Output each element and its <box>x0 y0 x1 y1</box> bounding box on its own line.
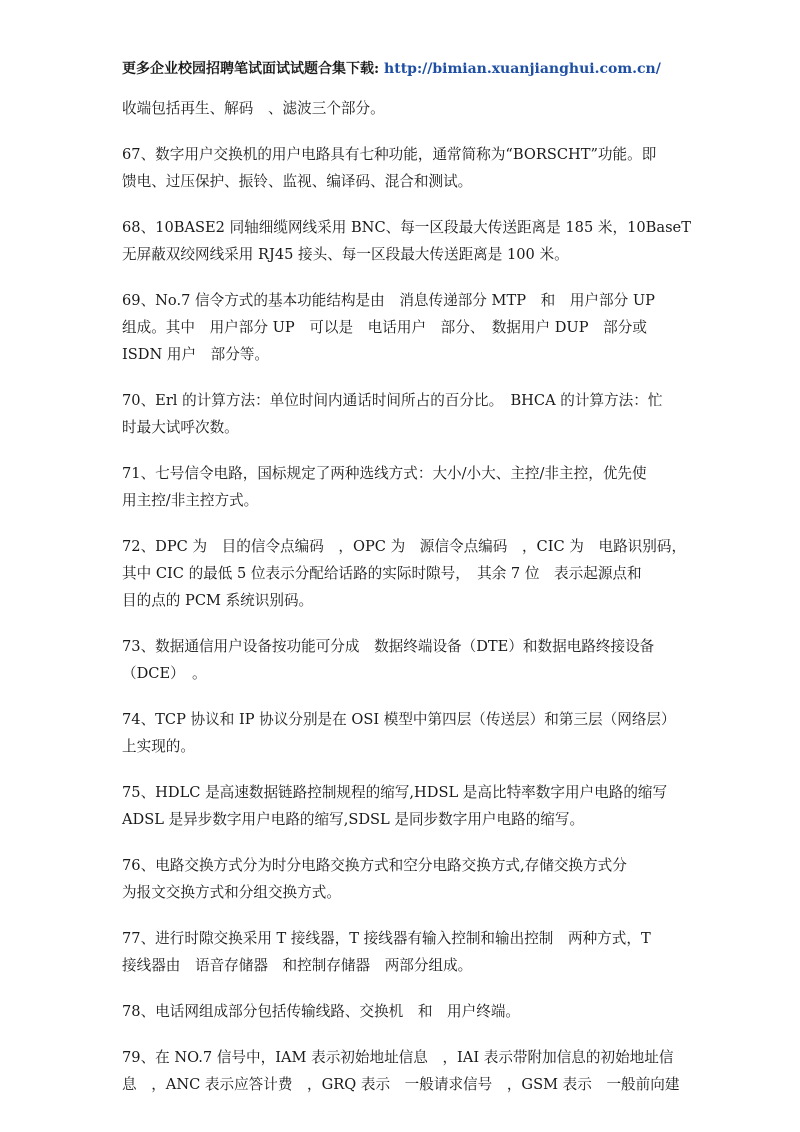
paragraph <box>122 387 692 441</box>
text-line: 接线器由 语音存储器 和控制存储器 两部分组成。 <box>122 957 473 974</box>
text-line: 76、电路交换方式分为时分电路交换方式和空分电路交换方式,存储交换方式分 <box>122 857 627 874</box>
paragraph <box>122 925 692 979</box>
text-line: 目的点的 PCM 系统识别码。 <box>122 592 314 609</box>
paragraph <box>122 287 692 368</box>
text-line: 其中 CIC 的最低 5 位表示分配给话路的实际时隙号， 其余 7 位 表示起源点和 <box>122 565 642 582</box>
text-line: ISDN 用户 部分等。 <box>122 346 270 363</box>
text-line: 71、七号信令电路，国标规定了两种选线方式：大小/小大、主控/非主控，优先使 <box>122 465 647 482</box>
paragraph <box>122 214 692 268</box>
header-label: 更多企业校园招聘笔试面试试题合集下载: <box>122 61 380 77</box>
paragraph <box>122 852 692 906</box>
page-header <box>122 59 762 79</box>
text-line: 68、10BASE2 同轴细缆网线采用 BNC、每一区段最大传送距离是 185 米，10BaseT <box>122 219 691 236</box>
text-line: 69、No.7 信令方式的基本功能结构是由 消息传递部分 MTP 和 用户部分 UP <box>122 292 655 309</box>
paragraph <box>122 141 692 195</box>
text-line: ADSL 是异步数字用户电路的缩写,SDSL 是同步数字用户电路的缩写。 <box>122 811 585 828</box>
text-line: 时最大试呼次数。 <box>122 419 239 436</box>
paragraph <box>122 460 692 514</box>
text-line: 收端包括再生、解码 、滤波三个部分。 <box>122 100 385 117</box>
text-line: 馈电、过压保护、振铃、监视、编译码、混合和测试。 <box>122 173 473 190</box>
text-line: 79、在 NO.7 信号中，IAM 表示初始地址信息 ，IAI 表示带附加信息的初始地址信 <box>122 1049 674 1066</box>
paragraph <box>122 1044 692 1098</box>
paragraph <box>122 706 692 760</box>
text-line: 用主控/非主控方式。 <box>122 492 259 509</box>
paragraph <box>122 779 692 833</box>
header-link[interactable]: http://bimian.xuanjianghui.com.cn/ <box>384 61 661 77</box>
text-line: 70、Erl 的计算方法：单位时间内通话时间所占的百分比。 BHCA 的计算方法：忙 <box>122 392 663 409</box>
document-body <box>122 95 692 1117</box>
text-line: 67、数字用户交换机的用户电路具有七种功能，通常简称为“BORSCHT”功能。即 <box>122 146 657 163</box>
text-line: 72、DPC 为 目的信令点编码 ，OPC 为 源信令点编码 ，CIC 为 电路识别码， <box>122 538 687 555</box>
paragraph <box>122 998 692 1025</box>
text-line: 74、TCP 协议和 IP 协议分别是在 OSI 模型中第四层（传送层）和第三层（网络层） <box>122 711 676 728</box>
text-line: 77、进行时隙交换采用 T 接线器，T 接线器有输入控制和输出控制 两种方式，T <box>122 930 651 947</box>
text-line: （DCE） 。 <box>122 665 207 682</box>
paragraph <box>122 633 692 687</box>
text-line: 无屏蔽双绞网线采用 RJ45 接头、每一区段最大传送距离是 100 米。 <box>122 246 569 263</box>
text-line: 为报文交换方式和分组交换方式。 <box>122 884 341 901</box>
text-line: 息 ，ANC 表示应答计费 ，GRQ 表示 一般请求信号 ，GSM 表示 一般前向建 <box>122 1076 680 1093</box>
paragraph <box>122 95 692 122</box>
text-line: 组成。其中 用户部分 UP 可以是 电话用户 部分、 数据用户 DUP 部分或 <box>122 319 647 336</box>
text-line: 上实现的。 <box>122 738 195 755</box>
text-line: 73、数据通信用户设备按功能可分成 数据终端设备（DTE）和数据电路终接设备 <box>122 638 655 655</box>
text-line: 78、电话网组成部分包括传输线路、交换机 和 用户终端。 <box>122 1003 521 1020</box>
text-line: 75、HDLC 是高速数据链路控制规程的缩写,HDSL 是高比特率数字用户电路的缩写 <box>122 784 668 801</box>
paragraph <box>122 533 692 614</box>
